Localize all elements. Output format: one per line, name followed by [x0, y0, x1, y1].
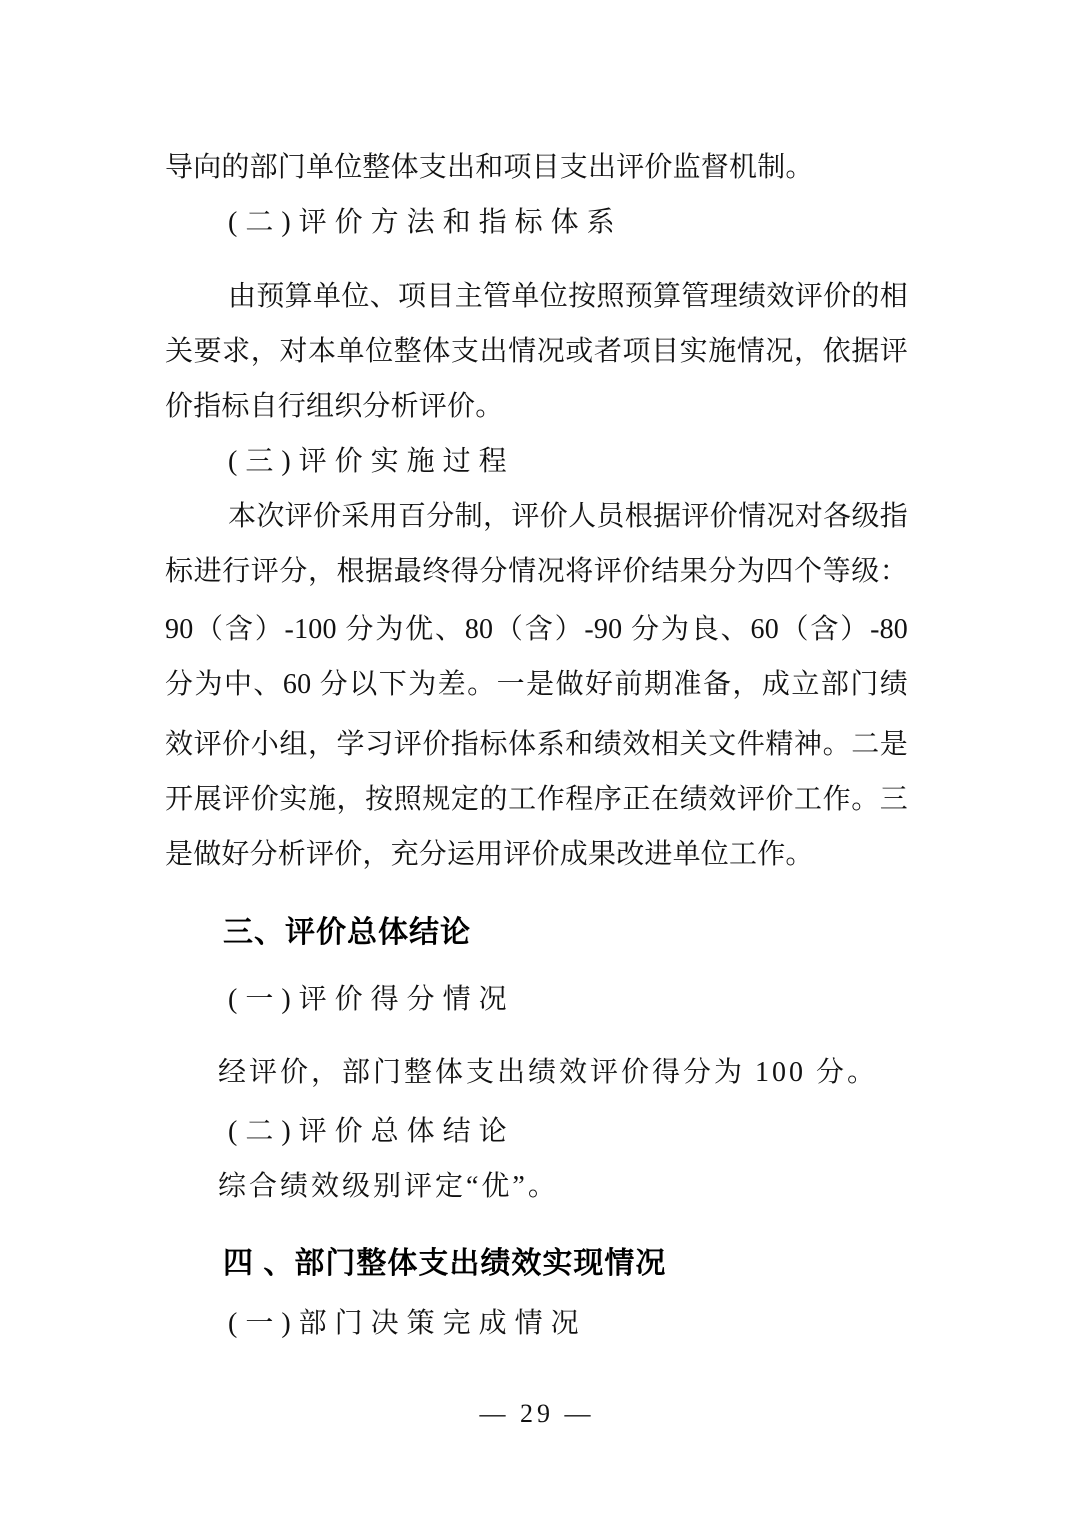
body-line: 本次评价采用百分制，评价人员根据评价情况对各级指 [228, 501, 908, 532]
body-line: 标进行评分，根据最终得分情况将评价结果分为四个等级： [165, 556, 908, 587]
body-line: 导向的部门单位整体支出和项目支出评价监督机制。 [165, 152, 814, 183]
body-line: 90（含）-100 分为优、80（含）-90 分为良、60（含）-80 [165, 614, 908, 645]
document-body [165, 140, 908, 1351]
subsection-heading: (三)评价实施过程 [228, 446, 515, 477]
body-line: 由预算单位、项目主管单位按照预算管理绩效评价的相 [228, 281, 908, 312]
subsection-heading: (二)评价方法和指标体系 [228, 207, 623, 238]
section-heading-4: 四 、部门整体支出绩效实现情况 [223, 1247, 667, 1280]
body-line: 效评价小组，学习评价指标体系和绩效相关文件精神。二是 [165, 729, 908, 760]
subsection-heading: (一)评价得分情况 [228, 984, 515, 1015]
body-line: 经评价，部门整体支出绩效评价得分为 100 分。 [218, 1057, 879, 1088]
body-line: 是做好分析评价，充分运用评价成果改进单位工作。 [165, 839, 814, 870]
subsection-heading: (二)评价总体结论 [228, 1116, 515, 1147]
body-line: 开展评价实施，按照规定的工作程序正在绩效评价工作。三 [165, 784, 908, 815]
page-number: — 29 — [479, 1399, 595, 1428]
subsection-heading: (一)部门决策完成情况 [228, 1308, 587, 1339]
body-line: 综合绩效级别评定“优”。 [218, 1171, 559, 1202]
body-line: 分为中、60 分以下为差。一是做好前期准备，成立部门绩 [165, 669, 908, 700]
section-heading-3: 三、评价总体结论 [223, 916, 471, 949]
body-line: 价指标自行组织分析评价。 [165, 391, 504, 422]
body-line: 关要求，对本单位整体支出情况或者项目实施情况，依据评 [165, 336, 908, 367]
